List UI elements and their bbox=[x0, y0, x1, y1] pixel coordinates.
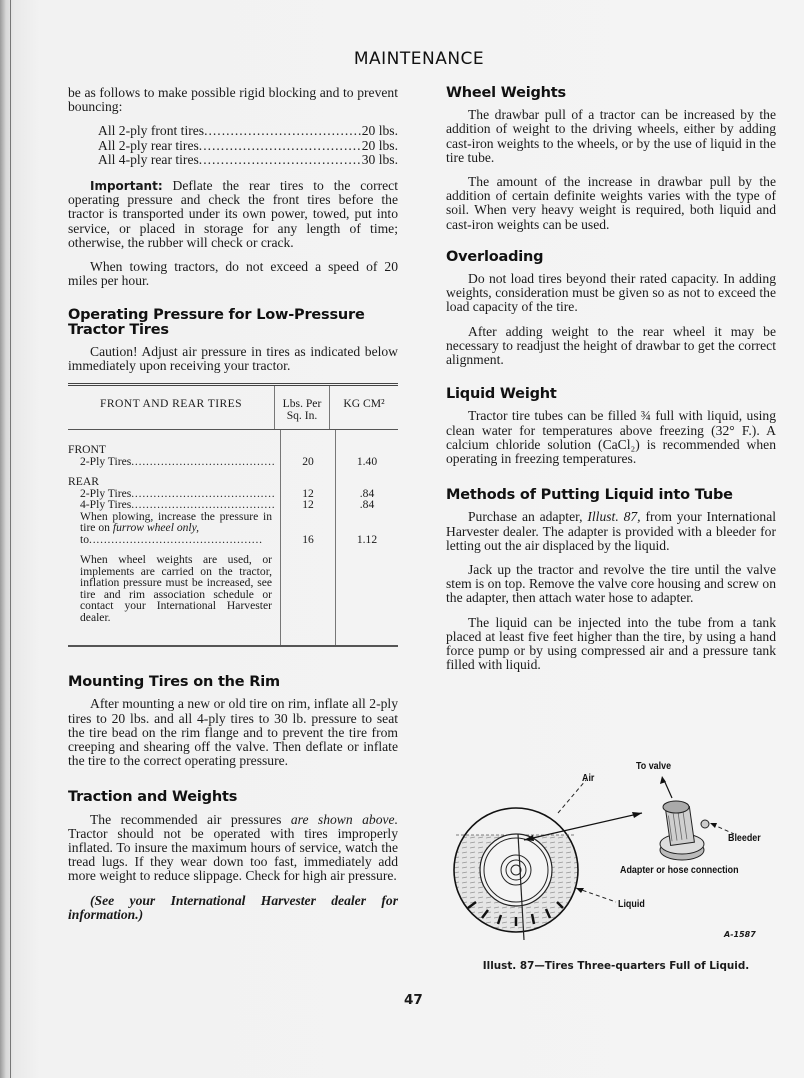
spec-row: All 2-ply front tires ..... 20 lbs. bbox=[98, 124, 398, 138]
left-column bbox=[68, 86, 398, 932]
label-bleeder: Bleeder bbox=[728, 832, 761, 844]
wheel-weights-note: When wheel weights are used, or implements are carried on the tractor, inflation pressure must be increased, see tire and rim association schedule or contact your International Harvester dealer. bbox=[80, 553, 272, 624]
figure-code: A-1587 bbox=[724, 930, 756, 939]
kg-rear-2ply: .84 bbox=[359, 486, 375, 500]
overloading-p2: After adding weight to the rear wheel it may be necessary to readjust the height of drawbar to get the correct alignment. bbox=[446, 323, 776, 368]
psi-rear-2ply: 12 bbox=[302, 486, 314, 500]
col-header-tires: FRONT AND REAR TIRES bbox=[68, 386, 275, 429]
wheel-weights-heading: Wheel Weights bbox=[446, 85, 566, 101]
table-row: to ..... bbox=[68, 534, 274, 546]
label-liquid: Liquid bbox=[618, 898, 645, 910]
kg-plowing: 1.12 bbox=[356, 532, 378, 546]
adapter-icon bbox=[660, 801, 709, 860]
psi-plowing: 16 bbox=[302, 532, 314, 546]
methods-heading: Methods of Putting Liquid into Tube bbox=[446, 487, 733, 504]
methods-p2: Jack up the tractor and revolve the tire until the valve stem is on top. Remove the valve core housing and screw on the adapter, then attach water hose to adapter. bbox=[446, 562, 776, 606]
intro-paragraph: be as follows to make possible rigid blocking and to prevent bouncing: bbox=[68, 85, 398, 115]
label-adapter: Adapter or hose connection bbox=[620, 864, 739, 876]
methods-p3: The liquid can be injected into the tube from a tank placed at least five feet higher than the tire, by using a hand force pump or by using compressed air and a pressure tank filled with liquid. bbox=[446, 614, 776, 673]
psi-front-2ply: 20 bbox=[302, 454, 314, 468]
group-front: FRONT bbox=[68, 443, 107, 457]
see-dealer-note: (See your International Harvester dealer for information.) bbox=[68, 892, 398, 922]
tire-diagram-icon bbox=[446, 750, 786, 960]
towing-paragraph: When towing tractors, do not exceed a speed of 20 miles per hour. bbox=[68, 259, 398, 289]
table-row: 2-Ply Tires ..... bbox=[68, 488, 274, 500]
table-header bbox=[68, 386, 398, 430]
right-column bbox=[446, 86, 776, 683]
wheel-weights-p2: The amount of the increase in drawbar pull by the addition of certain definite weights varies with the type of soil. When very heavy weight is required, both liquid and cast-iron weights can be used. bbox=[446, 174, 776, 232]
label-air: Air bbox=[582, 772, 595, 784]
overloading-heading: Overloading bbox=[446, 248, 544, 265]
psi-rear-4ply: 12 bbox=[302, 498, 314, 512]
methods-p1: Purchase an adapter, Illust. 87, from your International Harvester dealer. The adapter is provided with a bleeder for letting out the air displaced by the liquid. bbox=[446, 509, 776, 553]
table-row: 2-Ply Tires ..... bbox=[68, 456, 274, 468]
liquid-weight-p1: Tractor tire tubes can be filled ¾ full with liquid, using clean water for temperatures above freezing (32° F.). A calcium chloride solution (CaCl₂) is recommended when operating in freezing temperatures. bbox=[446, 408, 776, 467]
page-number: 47 bbox=[404, 992, 423, 1008]
tire-spec-list bbox=[98, 124, 398, 167]
mounting-paragraph: After mounting a new or old tire on rim, inflate all 2-ply tires to 20 lbs. and all 4-ply tires to 30 lb. pressure to seat the tire bead on the rim flange and to prevent the tire from creeping and shearing off the valve. Then deflate or inflate the tire to the correct operating pressure. bbox=[68, 696, 398, 769]
mounting-heading: Mounting Tires on the Rim bbox=[68, 674, 280, 691]
table-row: 4-Ply Tires ..... bbox=[68, 499, 274, 511]
page-header: MAINTENANCE bbox=[353, 49, 485, 69]
pressure-table bbox=[68, 383, 398, 647]
traction-paragraph: The recommended air pressures are shown above. Tractor should not be operated with tires improperly inflated. To insure the maximum hours of service, watch the tread lugs. If they wear down too fast, immediately add more weight to reduce slippage. Check for high air pressure. bbox=[68, 811, 398, 884]
table-body bbox=[68, 430, 398, 645]
binding-gutter bbox=[10, 0, 11, 1078]
traction-heading: Traction and Weights bbox=[68, 789, 238, 806]
liquid-weight-heading: Liquid Weight bbox=[446, 386, 557, 403]
overloading-p1: Do not load tires beyond their rated capacity. In adding weights, consideration must be given so as not to exceed the load capacity of the tire. bbox=[446, 271, 776, 315]
plowing-note: When plowing, increase the pressure in tire on furrow wheel only, bbox=[80, 509, 272, 535]
caution-paragraph: Caution! Adjust air pressure in tires as indicated below immediately upon receiving your tractor. bbox=[68, 343, 398, 374]
figure-caption: Illust. 87—Tires Three-quarters Full of Liquid. bbox=[482, 960, 750, 972]
important-paragraph: Important: Deflate the rear tires to the correct operating pressure and check the front tires before the tractor is transported under its own power, towed, put into service, or placed in storage for any length of time; otherwise, the rubber will check or crack. bbox=[68, 178, 398, 250]
kg-front-2ply: 1.40 bbox=[356, 454, 378, 468]
col-header-kg: KG CM² bbox=[343, 397, 385, 411]
spec-row: All 2-ply rear tires ..... 20 lbs. bbox=[98, 139, 398, 153]
tire-liquid-illustration bbox=[446, 750, 786, 975]
spec-row: All 4-ply rear tires ..... 30 lbs. bbox=[98, 153, 398, 167]
group-rear: REAR bbox=[68, 475, 99, 489]
operating-pressure-heading: Operating Pressure for Low-Pressure Tractor Tires bbox=[68, 307, 365, 338]
col-header-psi: Lbs. Per Sq. In. bbox=[275, 386, 330, 429]
kg-rear-4ply: .84 bbox=[359, 498, 375, 512]
important-label: Important: bbox=[90, 179, 163, 194]
label-to-valve: To valve bbox=[636, 760, 672, 772]
wheel-weights-p1: The drawbar pull of a tractor can be increased by the addition of weight to the driving wheels, either by adding cast-iron weights to the wheels, or by the use of liquid in the tire tube. bbox=[446, 107, 776, 165]
